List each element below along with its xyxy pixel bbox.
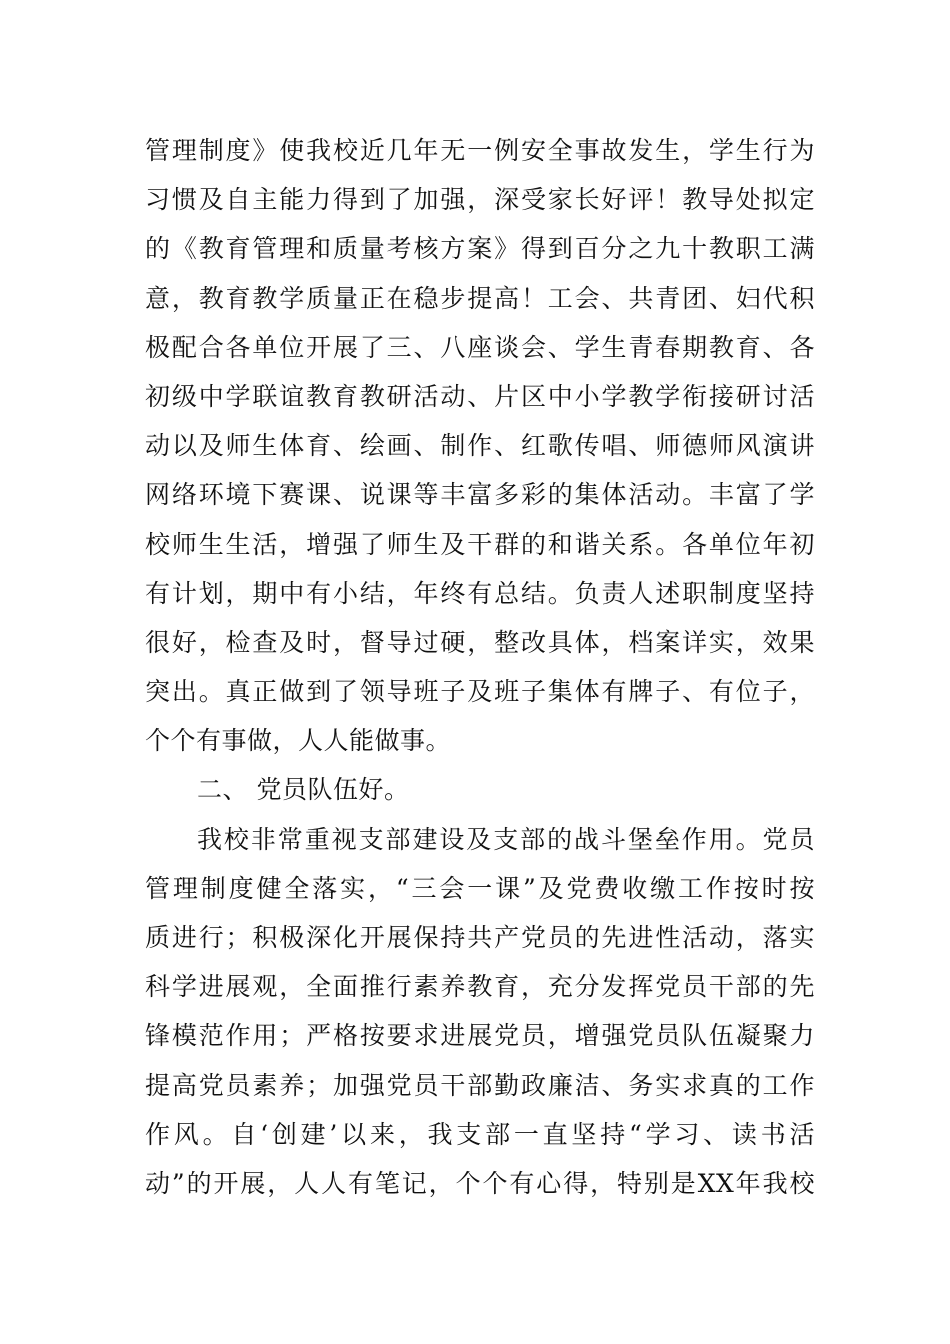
text-line: 科学进展观，全面推行素养教育，充分发挥党员干部的先 — [145, 972, 815, 1002]
text-line: 网络环境下赛课、说课等丰富多彩的集体活动。丰富了学 — [145, 480, 815, 510]
text-line: 管理制度》使我校近几年无一例安全事故发生，学生行为 — [145, 136, 815, 165]
text-line: 意，教育教学质量正在稳步提高！工会、共青团、妇代积 — [145, 283, 815, 313]
text-line: 校师生生活，增强了师生及干群的和谐关系。各单位年初 — [145, 529, 815, 559]
text-line: 极配合各单位开展了三、八座谈会、学生青春期教育、各 — [145, 332, 815, 362]
paragraph-first-line: 我校非常重视支部建设及支部的战斗堡垒作用。党员 — [197, 824, 815, 854]
text-line: 动以及师生体育、绘画、制作、红歌传唱、师德师风演讲 — [145, 431, 815, 461]
text-line: 的《教育管理和质量考核方案》得到百分之九十教职工满 — [145, 234, 815, 264]
text-line: 有计划，期中有小结，年终有总结。负责人述职制度坚持 — [145, 578, 815, 608]
text-line: 习惯及自主能力得到了加强，深受家长好评！教导处拟定 — [145, 185, 815, 215]
body-text — [145, 126, 815, 1208]
section-heading: 二、 党员队伍好。 — [197, 775, 410, 805]
text-line: 突出。真正做到了领导班子及班子集体有牌子、有位子， — [145, 677, 815, 707]
text-line: 初级中学联谊教育教研活动、片区中小学教学衔接研讨活 — [145, 381, 815, 411]
text-line: 管理制度健全落实，“三会一课”及党费收缴工作按时按 — [145, 873, 815, 903]
text-line: 质进行；积极深化开展保持共产党员的先进性活动，落实 — [145, 923, 815, 952]
text-line: 作风。自‘创建’以来，我支部一直坚持“学习、读书活 — [145, 1119, 815, 1149]
text-line: 很好，检查及时，督导过硬，整改具体，档案详实，效果 — [145, 627, 815, 657]
text-line: 动”的开展，人人有笔记，个个有心得，特别是XX年我校 — [145, 1168, 815, 1198]
text-line: 提高党员素养；加强党员干部勤政廉洁、务实求真的工作 — [145, 1070, 815, 1100]
text-line: 个个有事做，人人能做事。 — [145, 726, 452, 756]
text-line: 锋模范作用；严格按要求进展党员，增强党员队伍凝聚力 — [145, 1021, 815, 1051]
